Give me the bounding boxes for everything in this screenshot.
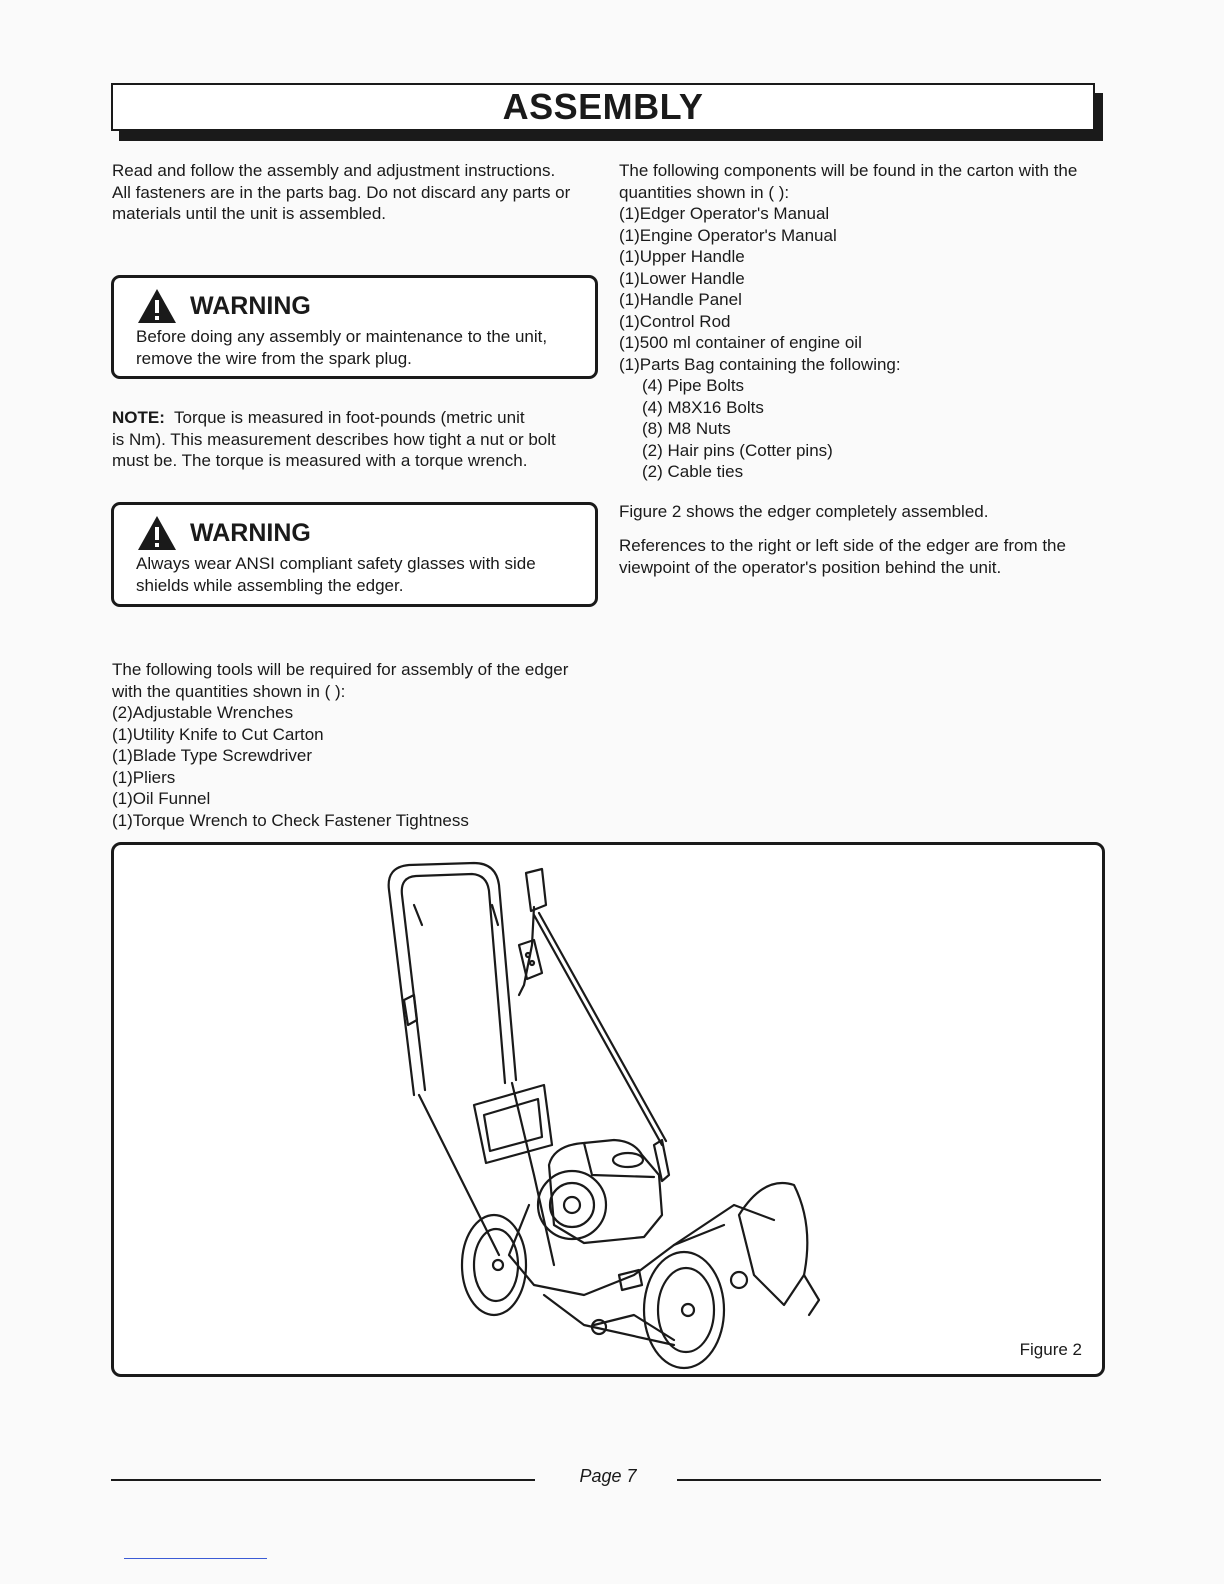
list-item: (1)Parts Bag containing the following: xyxy=(619,354,901,374)
tools-intro-line: The following tools will be required for assembly of the edger xyxy=(112,660,569,679)
bag-list-item: (4) M8X16 Bolts xyxy=(642,397,764,417)
edger-illustration xyxy=(114,845,1102,1374)
components-intro-line: The following components will be found in the carton with the xyxy=(619,161,1078,180)
note-line: must be. The torque is measured with a torque wrench. xyxy=(112,451,528,470)
bag-list-item: (4) Pipe Bolts xyxy=(642,376,745,395)
intro-line: All fasteners are in the parts bag. Do not discard any parts or xyxy=(112,182,571,202)
references-paragraph xyxy=(619,535,1109,578)
note-line: Torque is measured in foot-pounds (metric unit xyxy=(174,408,525,427)
list-item: (1)Control Rod xyxy=(619,311,731,331)
section-title: ASSEMBLY xyxy=(502,86,704,127)
components-intro-line: quantities shown in ( ): xyxy=(619,182,790,202)
figure-label: Figure 2 xyxy=(1019,1340,1082,1359)
list-item: (2)Adjustable Wrenches xyxy=(112,703,294,722)
components-list xyxy=(619,160,1109,483)
intro-line: Read and follow the assembly and adjustment instructions. xyxy=(112,161,556,180)
list-item: (1)Handle Panel xyxy=(619,290,742,309)
references-line: References to the right or left side of the edger are from the xyxy=(619,536,1066,555)
list-item: (1)Oil Funnel xyxy=(112,789,211,808)
list-item: (1)Utility Knife to Cut Carton xyxy=(112,724,324,744)
list-item: (1)Upper Handle xyxy=(619,247,745,266)
warning-text-line: shields while assembling the edger. xyxy=(136,575,404,595)
scan-artifact-line xyxy=(124,1558,267,1559)
warning-box-spark-plug xyxy=(111,275,598,379)
warning-box-safety-glasses xyxy=(111,502,598,607)
figure-reference-text: Figure 2 shows the edger completely assembled. xyxy=(619,502,989,521)
warning-text-line: remove the wire from the spark plug. xyxy=(136,348,412,368)
warning-heading: WARNING xyxy=(190,518,311,547)
warning-heading: WARNING xyxy=(190,291,311,320)
intro-paragraph xyxy=(112,160,602,225)
intro-line: materials until the unit is assembled. xyxy=(112,204,387,223)
warning-text-line: Always wear ANSI compliant safety glasses with side xyxy=(136,554,536,573)
bag-list-item: (2) Hair pins (Cotter pins) xyxy=(642,440,833,460)
warning-triangle-icon xyxy=(136,287,178,325)
references-line: viewpoint of the operator's position behind the unit. xyxy=(619,557,1002,577)
page-number: Page 7 xyxy=(579,1466,637,1486)
footer-rule-right xyxy=(677,1479,1101,1481)
list-item: (1)Edger Operator's Manual xyxy=(619,204,830,223)
list-item: (1)Pliers xyxy=(112,767,176,787)
bag-list-item: (2) Cable ties xyxy=(642,462,744,481)
note-line: is Nm). This measurement describes how tight a nut or bolt xyxy=(112,429,556,449)
warning-triangle-icon xyxy=(136,514,178,552)
warning-text-line: Before doing any assembly or maintenance to the unit, xyxy=(136,327,548,346)
list-item: (1)500 ml container of engine oil xyxy=(619,333,862,352)
torque-note xyxy=(112,407,602,472)
bag-list-item: (8) M8 Nuts xyxy=(642,419,731,438)
note-label: NOTE: xyxy=(112,408,165,427)
list-item: (1)Engine Operator's Manual xyxy=(619,225,837,245)
tools-intro-line: with the quantities shown in ( ): xyxy=(112,681,346,701)
tools-list xyxy=(112,659,612,831)
footer-rule-left xyxy=(111,1479,535,1481)
list-item: (1)Lower Handle xyxy=(619,268,745,288)
list-item: (1)Blade Type Screwdriver xyxy=(112,746,312,765)
figure-box xyxy=(111,842,1105,1377)
section-title-box xyxy=(111,83,1095,131)
list-item: (1)Torque Wrench to Check Fastener Tightness xyxy=(112,810,469,830)
